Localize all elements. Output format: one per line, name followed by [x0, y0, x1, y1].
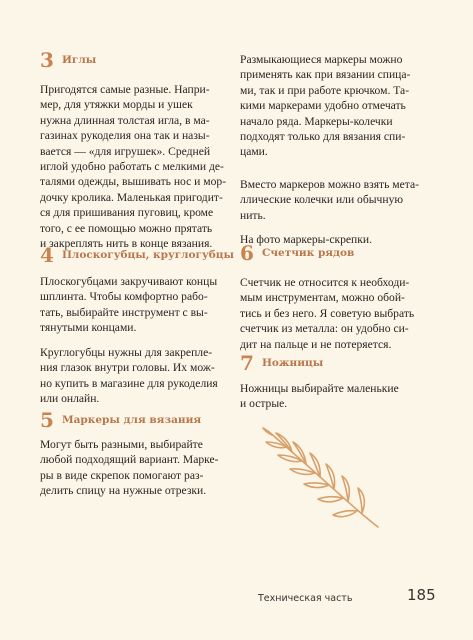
- text-line: тись и без него. Я советую выбрать: [240, 306, 415, 320]
- text-line: ллические колечки или обычную: [240, 193, 404, 207]
- text-line: Плоскогубцами закручивают концы: [40, 275, 218, 288]
- text-line: нужна длинная толстая игла, в ма-: [40, 113, 210, 127]
- section-number: 5: [40, 408, 54, 432]
- text-line: тянутыми концами.: [40, 321, 137, 335]
- section-number: 4: [40, 243, 54, 267]
- section-3-paragraph-1: [40, 82, 227, 251]
- text-line: того, с ее помощью можно прятать: [40, 221, 213, 235]
- text-line: дит на пальце и не потеряется.: [240, 337, 392, 351]
- text-line: делить спицу на нужные отрезки.: [40, 484, 207, 498]
- text-line: иглой удобно работать с мелкими де-: [40, 160, 224, 174]
- text-line: цами.: [240, 145, 268, 159]
- section-7-paragraph-1: [240, 381, 435, 412]
- section-5-continued-paragraph-2: [240, 177, 435, 223]
- text-line: и острые.: [240, 397, 288, 411]
- text-line: ры в виде скрепок помогают раз-: [40, 468, 204, 482]
- text-line: Размыкающиеся маркеры можно: [240, 53, 403, 66]
- text-line: нить.: [240, 208, 266, 222]
- section-number: 7: [240, 351, 254, 375]
- section-4-heading: [40, 243, 234, 267]
- section-title: Иглы: [62, 54, 97, 66]
- text-line: тать, выбирайте инструмент с вы-: [40, 305, 208, 319]
- text-line: Счетчик не относится к необходи-: [240, 276, 410, 289]
- text-line: начало ряда. Маркеры-колечки: [240, 114, 393, 128]
- text-line: счетчик из металла: он удобно си-: [240, 322, 409, 336]
- text-line: дочку кролика. Маленькая пригодит-: [40, 190, 223, 204]
- section-7-heading: [240, 351, 323, 375]
- text-line: На фото маркеры-скрепки.: [240, 233, 372, 246]
- section-5-continued-paragraph-1: [240, 52, 435, 160]
- section-5-heading: [40, 408, 201, 432]
- text-line: Могут быть разными, выбирайте: [40, 438, 203, 451]
- text-line: Круглогубцы нужны для закрепле-: [40, 346, 213, 359]
- text-line: подходят только для вязания спи-: [240, 130, 406, 144]
- section-title: Маркеры для вязания: [62, 414, 202, 426]
- section-5-paragraph-1: [40, 437, 220, 499]
- section-title: Плоскогубцы, круглогубцы: [62, 249, 234, 261]
- section-4-paragraph-1: [40, 274, 220, 336]
- text-line: Пригодятся самые разные. Напри-: [40, 83, 210, 96]
- text-line: талями одежды, вышивать нос и мор-: [40, 175, 227, 189]
- text-line: мер, для утяжки морды и ушек: [40, 98, 193, 112]
- text-line: и закреплять нить в конце вязания.: [40, 237, 213, 251]
- text-line: газинах рукоделия она так и назы-: [40, 129, 210, 143]
- leaf-branch-illustration: [262, 425, 384, 533]
- section-number: 6: [240, 241, 254, 265]
- section-4-paragraph-2: [40, 345, 220, 407]
- text-line: ния глазок внутри головы. Их мож-: [40, 361, 215, 375]
- section-3-heading: [40, 48, 96, 72]
- left-column: [40, 0, 234, 640]
- section-6-heading: [240, 241, 354, 265]
- text-line: мым инструментам, можно обой-: [240, 291, 405, 305]
- text-line: любой подходящий вариант. Марке-: [40, 453, 219, 467]
- section-6-paragraph-1: [240, 275, 435, 352]
- text-line: ми, так и при работе крючком. Та-: [240, 83, 410, 97]
- section-title: Счетчик рядов: [262, 247, 355, 259]
- text-line: ся для пришивания пуговиц, кроме: [40, 206, 214, 220]
- text-line: вается — «для игрушек». Средней: [40, 144, 211, 158]
- footer-chapter-title: Техническая часть: [258, 593, 353, 604]
- section-title: Ножницы: [262, 357, 324, 369]
- text-line: Ножницы выбирайте маленькие: [240, 382, 399, 395]
- text-line: шплинта. Чтобы комфортно рабо-: [40, 290, 208, 304]
- text-line: кими маркерами удобно отмечать: [240, 99, 406, 113]
- text-line: применять как при вязании спица-: [240, 68, 411, 82]
- text-line: но купить в магазине для рукоделия: [40, 376, 218, 390]
- page-number: 185: [407, 586, 436, 604]
- right-column: [240, 0, 435, 640]
- text-line: Вместо маркеров можно взять мета-: [240, 178, 420, 191]
- section-number: 3: [40, 48, 54, 72]
- text-line: или онлайн.: [40, 392, 100, 406]
